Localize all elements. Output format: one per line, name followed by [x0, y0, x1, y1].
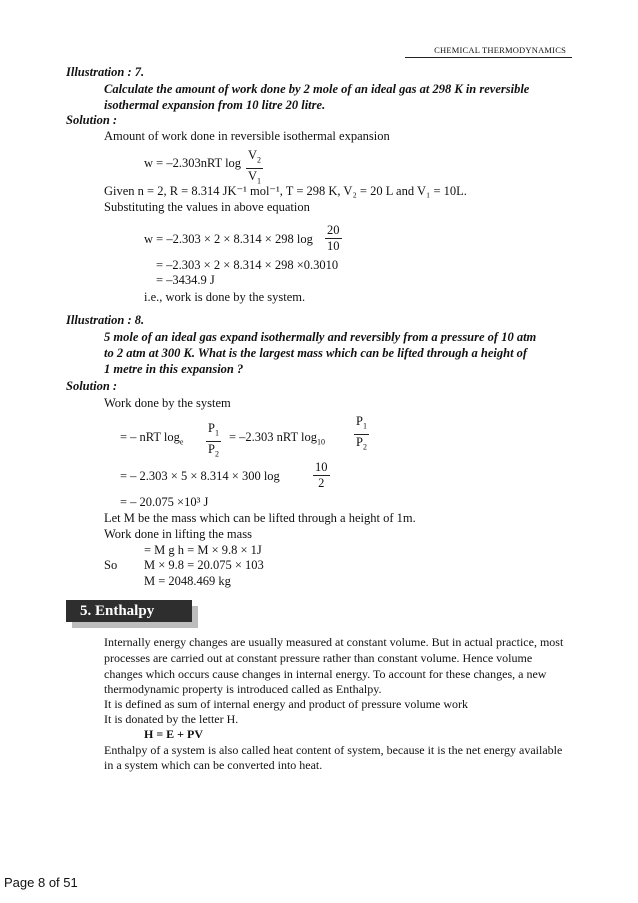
illustration-7-label: Illustration : 7.	[66, 65, 145, 79]
eq1-part-b-text: = –2.303 nRT log	[229, 430, 318, 444]
subscript: 1	[362, 421, 367, 431]
fraction-numerator: P	[356, 414, 363, 428]
fraction-numerator: 10	[315, 460, 328, 474]
enthalpy-definition: It is defined as sum of internal energy and product of pressure volume work	[104, 697, 469, 711]
enthalpy-symbol-text: It is donated by the letter H.	[104, 712, 239, 726]
eq1-part-a	[120, 431, 183, 447]
calc-step-1-fraction	[325, 223, 342, 254]
work-formula-fraction	[246, 148, 263, 188]
fraction-numerator: V	[248, 148, 258, 162]
fraction-denominator: 2	[318, 476, 325, 490]
enthalpy-formula: H = E + PV	[144, 727, 204, 741]
enthalpy-paragraph-1-line-4: thermodynamic property is introduced called as Enthalpy.	[104, 682, 382, 696]
calc-step-1-lhs: w = –2.303 × 2 × 8.314 × 298 log	[144, 232, 313, 246]
enthalpy-paragraph-1-line-2: processes are carried out at constant pressure rather than constant volume. Hence volume	[104, 651, 533, 665]
fraction-numerator: P	[208, 421, 215, 435]
section-heading-enthalpy: 5. Enthalpy	[66, 600, 192, 622]
eq1-fraction-2	[354, 414, 369, 454]
solution-7-conclusion: i.e., work is done by the system.	[144, 290, 306, 304]
eq3: = – 20.075 ×10³ J	[120, 495, 209, 509]
eq2-lhs: = – 2.303 × 5 × 8.314 × 300 log	[120, 469, 280, 483]
enthalpy-paragraph-1-line-1: Internally energy changes are usually measured at constant volume. But in actual practice, most	[104, 635, 564, 649]
solution-7-label: Solution :	[66, 113, 118, 127]
lift-work-text: Work done in lifting the mass	[104, 527, 252, 541]
subscript: 2	[362, 442, 367, 451]
page-number: Page 8 of 51	[4, 875, 78, 890]
fraction-denominator: V	[248, 168, 258, 183]
mass-definition: Let M be the mass which can be lifted through a height of 1m.	[104, 511, 416, 525]
fraction-denominator: 10	[327, 239, 340, 253]
running-header: CHEMICAL THERMODYNAMICS	[434, 45, 566, 55]
final-mass-result: M = 2048.469 kg	[144, 574, 231, 588]
subscript: 1	[257, 176, 262, 185]
work-formula-lhs: w = –2.303nRT log	[144, 156, 242, 170]
subscript: 2	[214, 449, 219, 458]
header-rule	[405, 57, 572, 58]
subscript: e	[179, 437, 184, 447]
so-label: So	[104, 558, 118, 572]
subscript: 2	[257, 155, 262, 165]
enthalpy-heat-content-line-1: Enthalpy of a system is also called heat content of system, because it is the net energy available	[104, 743, 563, 757]
enthalpy-paragraph-1-line-3: changes which occurs cause changes in internal energy. To account for these changes, a new	[104, 667, 547, 681]
illustration-7-question-line-1: Calculate the amount of work done by 2 mole of an ideal gas at 298 K in reversible	[104, 82, 530, 96]
solution-8-label: Solution :	[66, 379, 118, 393]
illustration-7-question-line-2: isothermal expansion from 10 litre 20 litre.	[104, 98, 326, 112]
fraction-denominator: P	[356, 434, 363, 449]
subscript: 10	[317, 437, 326, 447]
calc-step-2: = –2.303 × 2 × 8.314 × 298 ×0.3010	[156, 258, 339, 272]
fraction-denominator: P	[208, 441, 215, 456]
enthalpy-heat-content-line-2: in a system which can be converted into heat.	[104, 758, 323, 772]
so-equation: M × 9.8 = 20.075 × 103	[144, 558, 264, 572]
solution-8-intro: Work done by the system	[104, 396, 231, 410]
given-values: Given n = 2, R = 8.314 JK⁻¹ mol⁻¹, T = 298 K, V₂ = 20 L and V₁ = 10L.	[104, 184, 467, 198]
subscript: 1	[214, 428, 219, 438]
eq2-fraction	[313, 460, 330, 491]
fraction-numerator: 20	[327, 223, 340, 237]
lift-work-equation: = M g h = M × 9.8 × 1J	[144, 543, 262, 557]
illustration-8-question-line-2: to 2 atm at 300 K. What is the largest mass which can be lifted through a height of	[104, 346, 528, 360]
eq1-part-a-text: = – nRT log	[120, 430, 180, 444]
eq1-fraction-1	[206, 421, 221, 461]
substitution-text: Substituting the values in above equation	[104, 200, 310, 214]
illustration-8-label: Illustration : 8.	[66, 313, 145, 327]
illustration-8-question-line-1: 5 mole of an ideal gas expand isothermally and reversibly from a pressure of 10 atm	[104, 330, 537, 344]
eq1-part-b	[229, 431, 325, 447]
solution-7-intro: Amount of work done in reversible isothermal expansion	[104, 129, 390, 143]
calc-step-3: = –3434.9 J	[156, 273, 215, 287]
illustration-8-question-line-3: 1 metre in this expansion ?	[104, 362, 244, 376]
